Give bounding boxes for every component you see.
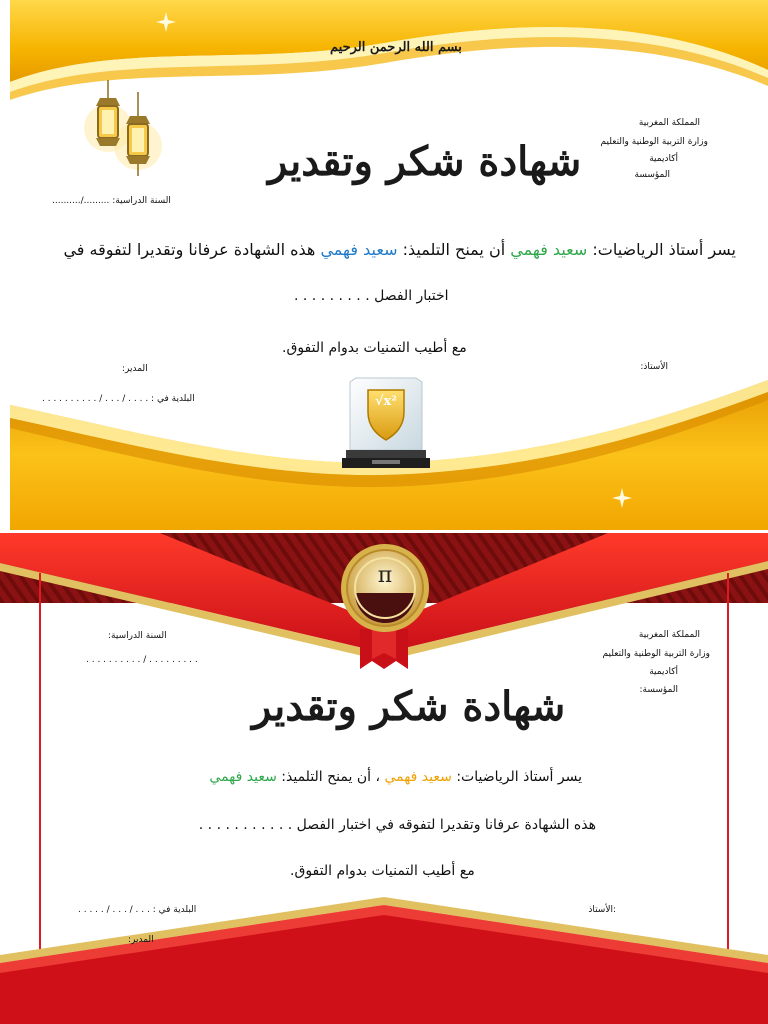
student-name: سعيد فهمي bbox=[320, 240, 398, 259]
place-date: البلدية في : . . . / . . . / . . . . . bbox=[78, 905, 197, 915]
certificate-title: شهادة شكر وتقدير bbox=[252, 683, 566, 730]
header-line-3: أكاديمية bbox=[649, 667, 678, 677]
director-label: المدير: bbox=[128, 935, 154, 945]
teacher-name: سعيد فهمي bbox=[384, 769, 452, 785]
exam-line: اختبار الفصل . . . . . . . . . bbox=[294, 288, 449, 304]
teacher-label: الأستاذ: bbox=[640, 362, 668, 372]
body-prefix: يسر أستاذ الرياضيات: bbox=[592, 240, 736, 259]
body-middle: أن يمنح التلميذ: bbox=[402, 240, 506, 259]
school-year-value: . . . . . . . . . / . . . . . . . . . . bbox=[86, 655, 198, 665]
body-line-1 bbox=[209, 769, 582, 785]
header-line-4: المؤسسة bbox=[634, 170, 670, 180]
ribbon-icon bbox=[360, 629, 408, 669]
trophy-symbol: √x² bbox=[375, 394, 397, 409]
certificate-red bbox=[0, 533, 768, 1024]
header-line-2: وزارة التربية الوطنية والتعليم bbox=[602, 649, 710, 659]
header-line-3: أكاديمية bbox=[649, 154, 678, 164]
lantern-icon bbox=[82, 80, 172, 180]
student-name: سعيد فهمي bbox=[209, 769, 277, 785]
director-label: المدير: bbox=[122, 364, 148, 374]
trophy-icon bbox=[342, 372, 434, 472]
header-line-1: المملكة المغربية bbox=[638, 118, 700, 128]
certificate-title: شهادة شكر وتقدير bbox=[268, 138, 582, 185]
body-middle: ، أن يمنح التلميذ: bbox=[281, 769, 380, 785]
header-line-4: المؤسسة: bbox=[639, 685, 678, 695]
medal-symbol: π bbox=[377, 563, 393, 588]
place-date: البلدية في : . . . . / . . . / . . . . . . . . . . bbox=[42, 394, 195, 404]
wishes: مع أطيب التمنيات بدوام التفوق. bbox=[290, 863, 475, 879]
school-year-label: السنة الدراسية: ........./.......... bbox=[52, 196, 171, 206]
bismillah: بسم الله الرحمن الرحيم bbox=[330, 40, 462, 55]
body-suffix: هذه الشهادة عرفانا وتقديرا لتفوقه في bbox=[63, 240, 316, 259]
header-line-1: المملكة المغربية bbox=[638, 630, 700, 640]
body-line-2: هذه الشهادة عرفانا وتقديرا لتفوقه في اختبار الفصل . . . . . . . . . . . bbox=[198, 817, 596, 833]
medal-icon bbox=[340, 543, 430, 633]
body-prefix: يسر أستاذ الرياضيات: bbox=[456, 769, 582, 785]
header-line-2: وزارة التربية الوطنية والتعليم bbox=[600, 137, 708, 147]
school-year-label: السنة الدراسية: bbox=[108, 631, 167, 641]
certificate-gold bbox=[10, 0, 768, 530]
teacher-name: سعيد فهمي bbox=[510, 240, 588, 259]
body-line-1 bbox=[63, 240, 736, 259]
teacher-label: :الأستاذ bbox=[588, 905, 616, 915]
wishes: مع أطيب التمنيات بدوام التفوق. bbox=[282, 340, 467, 356]
